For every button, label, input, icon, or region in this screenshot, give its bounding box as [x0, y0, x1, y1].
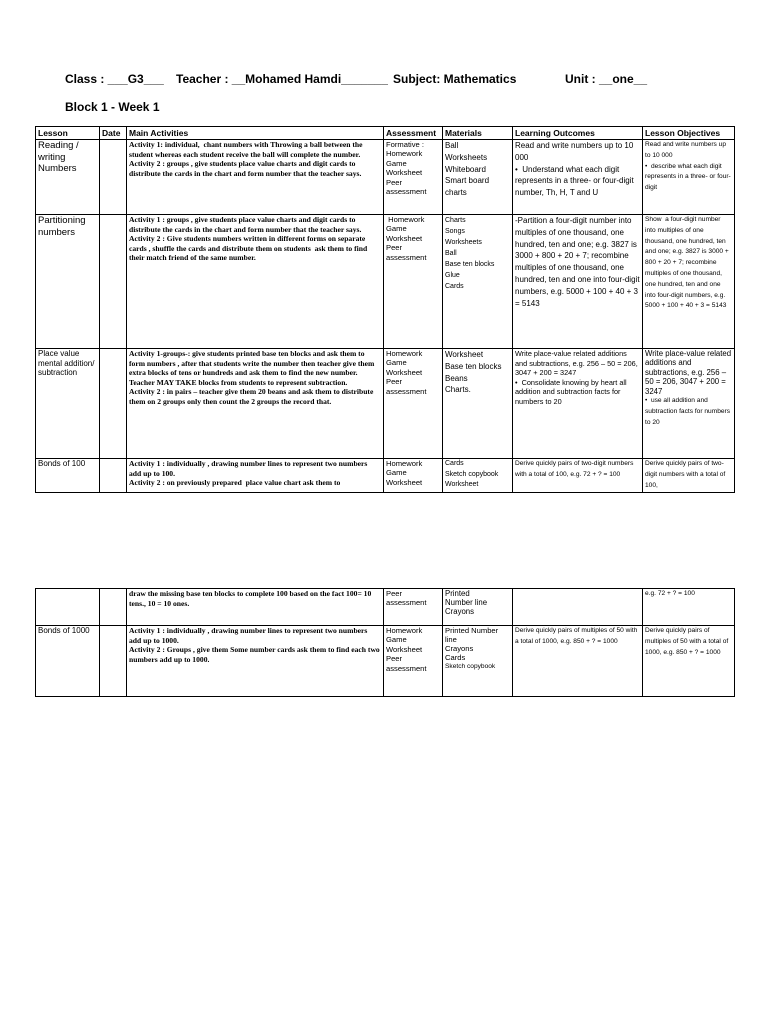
- activities-cell: [127, 459, 384, 493]
- lesson-objectives-cell: [643, 215, 735, 349]
- date-cell: [100, 349, 127, 459]
- outcome-text: Read and write numbers up to 10 000: [515, 141, 636, 162]
- materials-cell: [443, 589, 513, 626]
- lesson-plan-table: [35, 126, 735, 493]
- material-item: Worksheet: [445, 481, 479, 488]
- block-week-label: Block 1 - Week 1: [65, 100, 160, 114]
- activity-text: Activity 2 : Give students numbers written in different forms on separate cards , shuffle the cards and distribute them on students ask them to find their match friend of the same number.: [129, 234, 370, 263]
- lesson-cell: Reading / writing Numbers: [36, 140, 100, 215]
- material-item: Sketch copybook: [445, 470, 499, 478]
- assessment-item: Worksheet: [386, 168, 423, 178]
- lesson-objectives-cell: [643, 140, 735, 215]
- materials-cell: [443, 459, 513, 493]
- lesson-objectives-cell: [643, 589, 735, 626]
- activity-text: Activity 1 : individually , drawing number lines to represent two numbers add up to 100.: [129, 459, 370, 478]
- assessment-item: Formative :: [386, 140, 424, 149]
- material-item: charts: [445, 188, 467, 198]
- table-row: [36, 215, 735, 349]
- lesson-objectives-cell: [643, 459, 735, 493]
- objective-text: e.g. 72 + ? = 100: [645, 590, 695, 597]
- objective-text: Derive quickly pairs of multiples of 50 with a total of 1000, e.g. 850 + ? = 1000: [645, 627, 731, 656]
- activities-cell: [127, 140, 384, 215]
- material-item: Smart board: [445, 176, 490, 186]
- activity-text: Teacher MAY TAKE blocks from students to represent subtraction.: [129, 377, 348, 387]
- activity-text: Activity 1 : individually , drawing number lines to represent two numbers add up to 1000.: [129, 626, 370, 645]
- subject-label: Subject: Mathematics: [393, 72, 517, 86]
- learning-outcomes-cell: [513, 626, 643, 697]
- outcome-text: Derive quickly pairs of multiples of 50 with a total of 1000, e.g. 850 + ? = 1000: [515, 627, 640, 645]
- assessment-item: Homework: [386, 349, 423, 358]
- assessment-item: Worksheet: [386, 233, 423, 243]
- assessment-cell: [384, 626, 443, 697]
- date-cell: [100, 140, 127, 215]
- objective-text: Write place-value related additions and subtractions, e.g. 256 – 50 = 206, 3047 + 200 = 3247: [645, 349, 734, 396]
- material-item: Ball: [445, 250, 457, 257]
- material-item: Cards: [445, 283, 464, 290]
- lesson-objectives-cell: [643, 349, 735, 459]
- material-item: Printed: [445, 589, 470, 598]
- unit-label: Unit : __one__: [565, 72, 648, 86]
- material-item: Charts.: [445, 385, 471, 395]
- lesson-plan-table-continued: [35, 588, 735, 697]
- assessment-cell: [384, 459, 443, 493]
- table-row: [36, 589, 735, 626]
- column-header-main-activities: Main Activities: [127, 127, 384, 140]
- material-item: Printed Number line: [445, 626, 501, 644]
- material-item: Crayons: [445, 607, 475, 616]
- assessment-item: Worksheet: [386, 367, 423, 377]
- activity-text: Activity 2 : Groups , give them Some number cards ask them to find each two numbers add up to 1000.: [129, 645, 382, 664]
- material-item: Sketch copybook: [445, 663, 496, 670]
- material-item: Cards: [445, 460, 464, 467]
- learning-outcomes-cell: [513, 459, 643, 493]
- learning-outcomes-cell: [513, 349, 643, 459]
- lesson-cell: [36, 589, 100, 626]
- objective-text: • describe what each digit represents in a three- or four-digit: [645, 162, 731, 192]
- material-item: Beans: [445, 373, 468, 383]
- material-item: Cards: [445, 653, 466, 662]
- outcome-text: Write place-value related additions and subtractions, e.g. 256 – 50 = 206, 3047 + 200 = 3247: [515, 349, 640, 378]
- learning-outcomes-cell: [513, 140, 643, 215]
- material-item: Worksheet: [445, 350, 484, 359]
- activity-text: Activity 2 : on previously prepared place value chart ask them to: [129, 478, 341, 488]
- objective-text: • use all addition and subtraction facts for numbers to 20: [645, 397, 732, 426]
- activity-text: Activity 1-groups-: give students printed base ten blocks and ask them to form numbers , after that students write the number then teacher give them extra blocks of tens or hundreds and ask them to find the new number.: [129, 349, 377, 378]
- assessment-item: Homework: [386, 626, 423, 635]
- materials-cell: [443, 349, 513, 459]
- assessment-item: Homework: [386, 459, 423, 468]
- lesson-cell: Bonds of 100: [36, 459, 100, 493]
- assessment-item: Worksheet: [386, 644, 423, 654]
- learning-outcomes-cell: [513, 589, 643, 626]
- column-header-lesson: Lesson: [36, 127, 100, 140]
- material-item: Base ten blocks: [445, 261, 495, 268]
- class-label: Class : ___G3___: [65, 72, 164, 86]
- materials-cell: [443, 626, 513, 697]
- assessment-item: Game: [386, 468, 407, 478]
- assessment-item: Peer assessment: [386, 589, 427, 608]
- material-item: Number line: [445, 598, 488, 607]
- assessment-item: Game: [386, 635, 407, 645]
- materials-cell: [443, 215, 513, 349]
- table-row: [36, 459, 735, 493]
- material-item: Ball: [445, 141, 459, 150]
- column-header-assessment: Assessment: [384, 127, 443, 140]
- outcome-text: Derive quickly pairs of two-digit numbers with a total of 100, e.g. 72 + ? = 100: [515, 460, 636, 478]
- assessment-cell: [384, 215, 443, 349]
- activity-text: draw the missing base ten blocks to complete 100 based on the fact 100= 10 tens., 10 = 10 ones.: [129, 589, 374, 608]
- date-cell: [100, 215, 127, 349]
- material-item: Whiteboard: [445, 164, 486, 174]
- activity-text: Activity 1 : groups , give students place value charts and digit cards to distribute the cards in the chart and form number that the teacher says.: [129, 215, 362, 234]
- lesson-objectives-cell: [643, 626, 735, 697]
- material-item: Glue: [445, 272, 460, 279]
- lesson-cell: Place value mental addition/ subtraction: [36, 349, 100, 459]
- assessment-item: Peer assessment: [386, 243, 427, 262]
- lesson-cell: Bonds of 1000: [36, 626, 100, 697]
- material-item: Base ten blocks: [445, 361, 502, 371]
- assessment-cell: [384, 589, 443, 626]
- outcome-text: • Consolidate knowing by heart all addition and subtraction facts for numbers to 20: [515, 377, 629, 406]
- materials-cell: [443, 140, 513, 215]
- assessment-item: Peer assessment: [386, 177, 427, 197]
- activity-text: Activity 1: individual, chant numbers with Throwing a ball between the student whereas each student receive the ball will complete the number.: [129, 140, 365, 159]
- material-item: Songs: [445, 228, 465, 235]
- material-item: Worksheets: [445, 152, 488, 162]
- table-header-row: [36, 127, 735, 140]
- objective-text: Derive quickly pairs of two-digit numbers with a total of 100,: [645, 460, 728, 489]
- material-item: Crayons: [445, 644, 474, 653]
- material-item: Worksheets: [445, 239, 482, 246]
- activities-cell: [127, 626, 384, 697]
- teacher-label: Teacher : __Mohamed Hamdi_______: [176, 72, 388, 86]
- assessment-item: Game: [386, 358, 407, 368]
- assessment-item: Homework: [386, 215, 425, 224]
- assessment-item: Game: [386, 224, 407, 234]
- column-header-materials: Materials: [443, 127, 513, 140]
- activities-cell: [127, 215, 384, 349]
- column-header-date: Date: [100, 127, 127, 140]
- date-cell: [100, 626, 127, 697]
- assessment-item: Worksheet: [386, 477, 423, 487]
- objective-text: Show a four-digit number into multiples of one thousand, one hundred, ten and one; e.g. 3827 is 3000 + 800 + 20 + 7; recombine multiples of one thousand, one hundred, ten and one into four-digit numbers, e.g. 5000 + 100 + 40 + 3 = 5143: [645, 216, 731, 310]
- assessment-item: Homework: [386, 149, 423, 159]
- assessment-cell: [384, 349, 443, 459]
- outcome-text: -Partition a four-digit number into multiples of one thousand, one hundred, ten and one; e.g. 3827 is 3000 + 800 + 20 + 7; recombine multiples of one thousand, one hundred, ten and one into four-digit numbers, e.g. 5000 + 100 + 40 + 3 = 5143: [515, 216, 642, 308]
- lesson-cell: Partitioning numbers: [36, 215, 100, 349]
- outcome-text: • Understand what each digit represents in a three- or four-digit number, Th, H, T and U: [515, 164, 636, 198]
- assessment-cell: [384, 140, 443, 215]
- assessment-item: Game: [386, 158, 407, 168]
- activity-text: Activity 2 : groups , give students place value charts and digit cards to distribute the cards in the chart and form number that the teacher says.: [129, 159, 362, 178]
- table-row: [36, 140, 735, 215]
- assessment-item: Peer assessment: [386, 377, 427, 396]
- assessment-item: Peer assessment: [386, 654, 427, 673]
- table-row: [36, 626, 735, 697]
- date-cell: [100, 589, 127, 626]
- column-header-learning-outcomes: Learning Outcomes: [513, 127, 643, 140]
- column-header-lesson-objectives: Lesson Objectives: [643, 127, 735, 140]
- learning-outcomes-cell: [513, 215, 643, 349]
- activities-cell: [127, 349, 384, 459]
- material-item: Charts: [445, 217, 466, 224]
- objective-text: Read and write numbers up to 10 000: [645, 141, 728, 159]
- table-row: [36, 349, 735, 459]
- date-cell: [100, 459, 127, 493]
- activities-cell: [127, 589, 384, 626]
- activity-text: Activity 2 : in pairs – teacher give them 20 beans and ask them to distribute them on 2 groups only then count the 2 groups the record that.: [129, 387, 376, 406]
